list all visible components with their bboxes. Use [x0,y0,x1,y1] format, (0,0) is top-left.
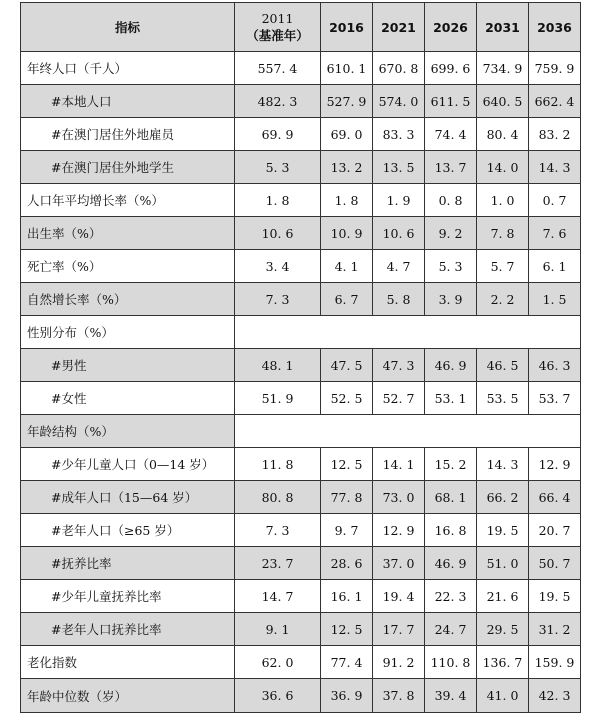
value-cell: 159. 9 [529,646,581,679]
value-cell: 24. 7 [425,613,477,646]
category-row [21,415,581,448]
value-cell: 0. 8 [425,184,477,217]
value-cell: 5. 7 [477,250,529,283]
value-cell: 527. 9 [321,85,373,118]
row-label: 自然增长率（%） [21,283,235,316]
value-cell: 48. 1 [235,349,321,382]
value-cell: 557. 4 [235,52,321,85]
category-blank-cell [235,415,581,448]
table-row [21,283,581,316]
table-row [21,481,581,514]
value-cell: 662. 4 [529,85,581,118]
value-cell: 11. 8 [235,448,321,481]
value-cell: 52. 5 [321,382,373,415]
value-cell: 1. 5 [529,283,581,316]
value-cell: 53. 5 [477,382,529,415]
value-cell: 31. 2 [529,613,581,646]
value-cell: 47. 3 [373,349,425,382]
value-cell: 1. 8 [321,184,373,217]
value-cell: 83. 2 [529,118,581,151]
value-cell: 39. 4 [425,679,477,713]
table-body [21,52,581,713]
value-cell: 2. 2 [477,283,529,316]
value-cell: 73. 0 [373,481,425,514]
header-year-2021: 2021 [373,3,425,52]
table-row [21,184,581,217]
table-row [21,679,581,713]
row-label: #在澳门居住外地学生 [21,151,235,184]
value-cell: 5. 8 [373,283,425,316]
value-cell: 17. 7 [373,613,425,646]
table-row [21,613,581,646]
row-label: 老化指数 [21,646,235,679]
value-cell: 14. 3 [529,151,581,184]
header-year-2011-label: 2011 [261,10,294,26]
row-label: 出生率（%） [21,217,235,250]
value-cell: 69. 0 [321,118,373,151]
row-label: #老年人口（≥65 岁） [21,514,235,547]
value-cell: 46. 9 [425,547,477,580]
value-cell: 19. 5 [477,514,529,547]
value-cell: 37. 8 [373,679,425,713]
row-label: #抚养比率 [21,547,235,580]
category-blank-cell [235,316,581,349]
value-cell: 37. 0 [373,547,425,580]
table-row [21,118,581,151]
value-cell: 47. 5 [321,349,373,382]
table-row [21,547,581,580]
row-label: #成年人口（15—64 岁） [21,481,235,514]
value-cell: 19. 5 [529,580,581,613]
value-cell: 10. 6 [373,217,425,250]
value-cell: 1. 0 [477,184,529,217]
header-year-2036: 2036 [529,3,581,52]
value-cell: 51. 9 [235,382,321,415]
value-cell: 69. 9 [235,118,321,151]
value-cell: 41. 0 [477,679,529,713]
header-baseline-note: （基准年） [246,27,309,43]
header-year-2016: 2016 [321,3,373,52]
table-row [21,448,581,481]
value-cell: 3. 4 [235,250,321,283]
value-cell: 29. 5 [477,613,529,646]
value-cell: 10. 6 [235,217,321,250]
value-cell: 574. 0 [373,85,425,118]
value-cell: 80. 4 [477,118,529,151]
value-cell: 3. 9 [425,283,477,316]
header-row [21,3,581,52]
value-cell: 74. 4 [425,118,477,151]
value-cell: 77. 8 [321,481,373,514]
header-indicator: 指标 [21,3,235,52]
value-cell: 610. 1 [321,52,373,85]
value-cell: 670. 8 [373,52,425,85]
value-cell: 482. 3 [235,85,321,118]
value-cell: 46. 9 [425,349,477,382]
value-cell: 50. 7 [529,547,581,580]
population-projection-table [20,2,581,713]
value-cell: 46. 5 [477,349,529,382]
value-cell: 36. 9 [321,679,373,713]
row-label: 性别分布（%） [21,316,235,349]
header-year-2026: 2026 [425,3,477,52]
row-label: #男性 [21,349,235,382]
value-cell: 7. 3 [235,514,321,547]
value-cell: 53. 7 [529,382,581,415]
value-cell: 1. 8 [235,184,321,217]
value-cell: 4. 7 [373,250,425,283]
table-row [21,349,581,382]
table-row [21,52,581,85]
row-label: #少年儿童抚养比率 [21,580,235,613]
value-cell: 80. 8 [235,481,321,514]
value-cell: 13. 5 [373,151,425,184]
table-row [21,217,581,250]
value-cell: 13. 7 [425,151,477,184]
value-cell: 12. 9 [529,448,581,481]
value-cell: 16. 1 [321,580,373,613]
value-cell: 46. 3 [529,349,581,382]
value-cell: 12. 9 [373,514,425,547]
category-row [21,316,581,349]
value-cell: 66. 2 [477,481,529,514]
row-label: #在澳门居住外地雇员 [21,118,235,151]
row-label: #女性 [21,382,235,415]
value-cell: 52. 7 [373,382,425,415]
value-cell: 15. 2 [425,448,477,481]
value-cell: 734. 9 [477,52,529,85]
value-cell: 110. 8 [425,646,477,679]
header-year-2011 [235,3,321,52]
value-cell: 4. 1 [321,250,373,283]
value-cell: 19. 4 [373,580,425,613]
value-cell: 699. 6 [425,52,477,85]
value-cell: 68. 1 [425,481,477,514]
value-cell: 9. 1 [235,613,321,646]
value-cell: 611. 5 [425,85,477,118]
row-label: 年终人口（千人） [21,52,235,85]
row-label: 年龄中位数（岁） [21,679,235,713]
table-row [21,250,581,283]
value-cell: 12. 5 [321,448,373,481]
row-label: #少年儿童人口（0—14 岁） [21,448,235,481]
value-cell: 5. 3 [425,250,477,283]
row-label: 年龄结构（%） [21,415,235,448]
header-year-2031: 2031 [477,3,529,52]
value-cell: 1. 9 [373,184,425,217]
row-label: #老年人口抚养比率 [21,613,235,646]
value-cell: 53. 1 [425,382,477,415]
row-label: 死亡率（%） [21,250,235,283]
value-cell: 9. 2 [425,217,477,250]
value-cell: 9. 7 [321,514,373,547]
value-cell: 0. 7 [529,184,581,217]
value-cell: 83. 3 [373,118,425,151]
table-row [21,514,581,547]
table-row [21,382,581,415]
value-cell: 62. 0 [235,646,321,679]
value-cell: 91. 2 [373,646,425,679]
value-cell: 51. 0 [477,547,529,580]
table-row [21,151,581,184]
table-row [21,580,581,613]
value-cell: 22. 3 [425,580,477,613]
value-cell: 7. 8 [477,217,529,250]
value-cell: 28. 6 [321,547,373,580]
table-row [21,85,581,118]
value-cell: 66. 4 [529,481,581,514]
value-cell: 77. 4 [321,646,373,679]
value-cell: 759. 9 [529,52,581,85]
value-cell: 42. 3 [529,679,581,713]
row-label: #本地人口 [21,85,235,118]
value-cell: 5. 3 [235,151,321,184]
value-cell: 21. 6 [477,580,529,613]
table-row [21,646,581,679]
value-cell: 36. 6 [235,679,321,713]
value-cell: 12. 5 [321,613,373,646]
value-cell: 7. 6 [529,217,581,250]
value-cell: 640. 5 [477,85,529,118]
value-cell: 14. 0 [477,151,529,184]
value-cell: 136. 7 [477,646,529,679]
value-cell: 14. 1 [373,448,425,481]
value-cell: 13. 2 [321,151,373,184]
row-label: 人口年平均增长率（%） [21,184,235,217]
value-cell: 23. 7 [235,547,321,580]
value-cell: 16. 8 [425,514,477,547]
value-cell: 14. 3 [477,448,529,481]
value-cell: 14. 7 [235,580,321,613]
value-cell: 10. 9 [321,217,373,250]
value-cell: 7. 3 [235,283,321,316]
value-cell: 6. 1 [529,250,581,283]
value-cell: 6. 7 [321,283,373,316]
value-cell: 20. 7 [529,514,581,547]
